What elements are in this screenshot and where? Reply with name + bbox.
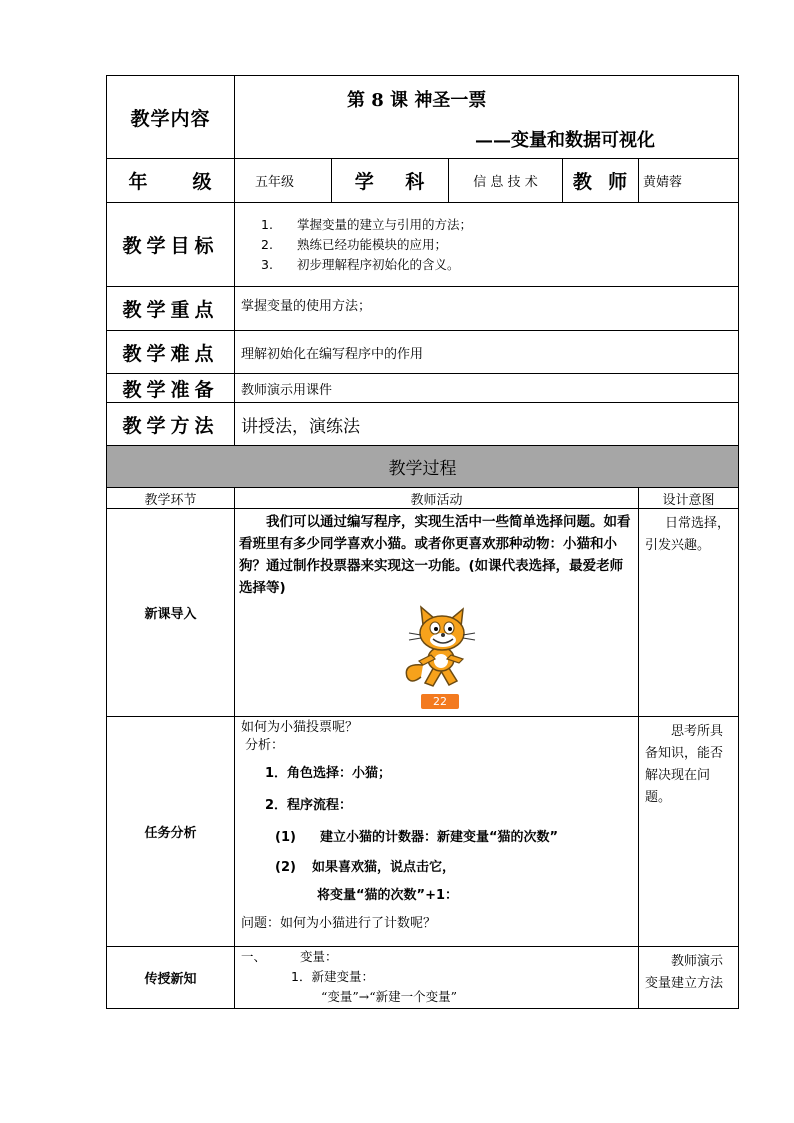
grade-label-char-2: 级 (192, 171, 213, 193)
task-analysis: 分析： (245, 738, 285, 753)
content-label: 教学内容 (107, 76, 235, 159)
method-label: 教学方法 (107, 403, 235, 446)
task-step-2: 2．程序流程： (265, 798, 353, 813)
goal-item: 2. 熟练已经功能模块的应用； (261, 236, 448, 252)
task-step-1: 1．角色选择：小猫； (265, 766, 392, 781)
lesson-plan (106, 75, 738, 1009)
col-intent-header: 设计意图 (639, 488, 739, 509)
task-sub-1: (1) 建立小猫的计数器：新建变量“猫的次数” (275, 830, 559, 845)
teach-activity (235, 947, 639, 1009)
process-header: 教学过程 (107, 446, 739, 488)
col-stage-header: 教学环节 (107, 488, 235, 509)
task-sub-2: (2) 如果喜欢猫，说点击它， (275, 860, 455, 875)
difficulty-text: 理解初始化在编写程序中的作用 (235, 331, 739, 374)
goals-list (235, 215, 738, 275)
goals-label: 教学目标 (107, 203, 235, 287)
difficulty-label: 教学难点 (107, 331, 235, 374)
lesson-subtitle: ——变量和数据可视化 (475, 130, 655, 151)
col-activity-header: 教师活动 (235, 488, 639, 509)
goal-item: 3. 初步理解程序初始化的含义。 (261, 256, 460, 272)
teach-line-1: 一、 变量： (241, 949, 338, 964)
preparation-label: 教学准备 (107, 374, 235, 403)
grade-label (107, 159, 235, 203)
method-text: 讲授法，演练法 (235, 403, 739, 446)
vote-counter-badge: 22 (421, 694, 459, 709)
scratch-cat-icon (401, 603, 481, 691)
task-sub-2-cont: 将变量“猫的次数”+1： (317, 888, 459, 903)
goal-item: 1. 掌握变量的建立与引用的方法； (261, 216, 473, 232)
grade-value: 五年级 (235, 159, 332, 203)
scratch-cat-figure (239, 603, 634, 715)
intro-activity (235, 509, 639, 717)
teach-line-3: “变量”→“新建一个变量” (321, 989, 458, 1004)
key-point-label: 教学重点 (107, 287, 235, 331)
task-activity (235, 717, 639, 947)
grade-label-char-1: 年 (128, 171, 149, 193)
subject-label: 学 科 (332, 159, 449, 203)
preparation-text: 教师演示用课件 (235, 374, 739, 403)
task-intent: 思考所具备知识，能否解决现在问题。 (639, 717, 739, 947)
intro-stage: 新课导入 (107, 509, 235, 717)
lesson-title: 第 8 课 神圣一票 (347, 90, 487, 111)
teacher-value: 黄婧蓉 (639, 159, 739, 203)
teach-stage: 传授新知 (107, 947, 235, 1009)
teacher-label: 教 师 (563, 159, 639, 203)
lesson-title-cell (235, 76, 739, 159)
subject-value: 信 息 技 术 (449, 159, 563, 203)
key-point-text: 掌握变量的使用方法； (235, 287, 739, 331)
intro-text: 我们可以通过编写程序，实现生活中一些简单选择问题。如看看班里有多少同学喜欢小猫。或者你更喜欢那种动物：小猫和小狗？通过制作投票器来实现这一功能。(如课代表选择，最爱老师选择等) (239, 514, 631, 596)
lesson-plan-table (106, 75, 739, 1009)
task-stage: 任务分析 (107, 717, 235, 947)
teach-intent: 教师演示变量建立方法 (639, 947, 739, 1009)
teach-line-2: 1．新建变量： (291, 969, 374, 984)
task-question: 如何为小猫投票呢？ (241, 720, 359, 735)
goals-cell (235, 203, 739, 287)
intro-intent: 日常选择，引发兴趣。 (639, 509, 739, 717)
task-problem: 问题：如何为小猫进行了计数呢？ (241, 916, 437, 931)
